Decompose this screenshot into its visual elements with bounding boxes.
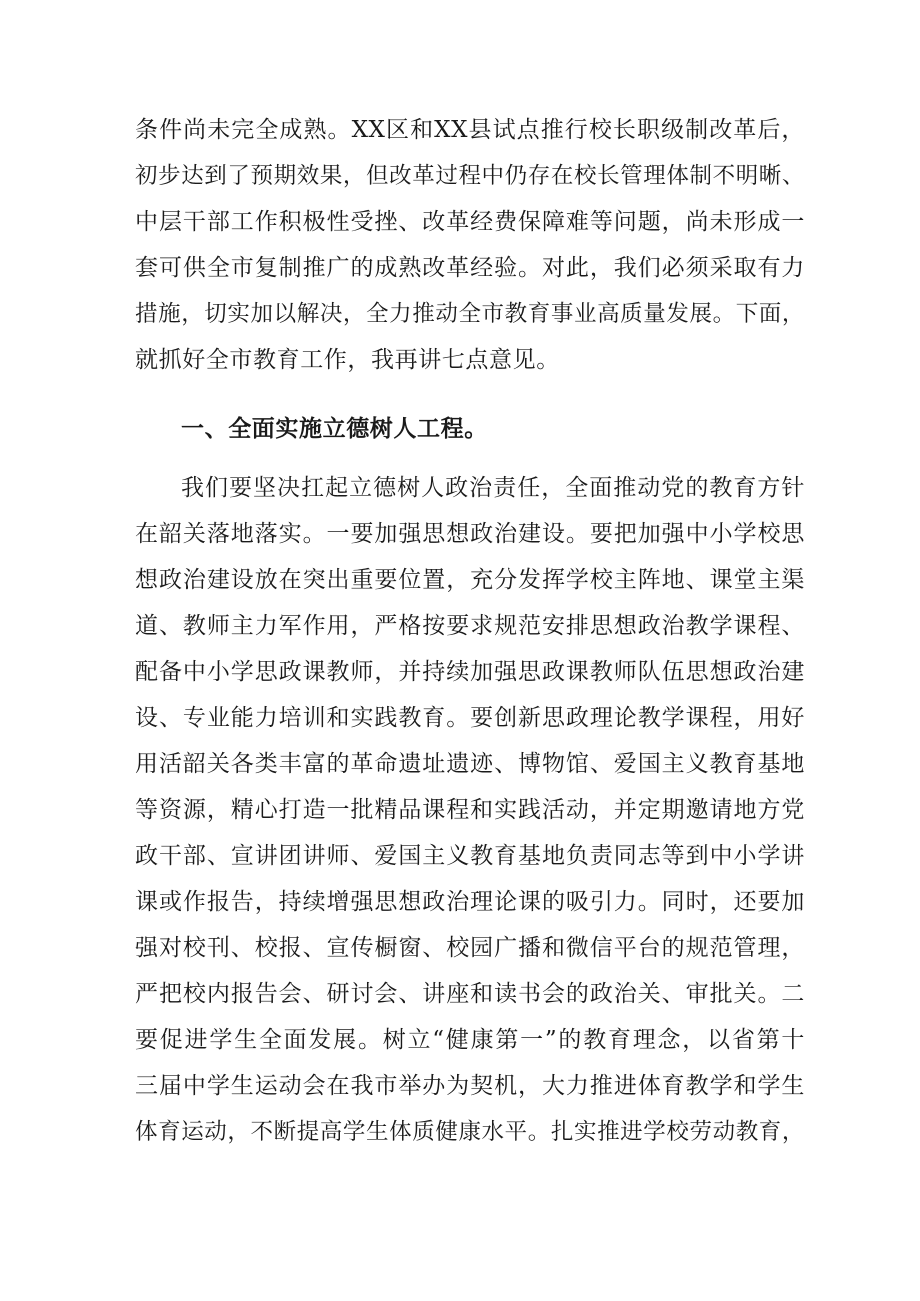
paragraph-line: 在韶关落地落实。一要加强思想政治建设。要把加强中小学校思 [135,521,805,547]
paragraph-line: 用活韶关各类丰富的革命遗址遗迹、博物馆、爱国主义教育基地 [135,751,805,777]
paragraph-line: 想政治建设放在突出重要位置，充分发挥学校主阵地、课堂主渠 [135,567,805,593]
paragraph-line: 套可供全市复制推广的成熟改革经验。对此，我们必须采取有力 [135,255,805,281]
paragraph-line: 体育运动，不断提高学生体质健康水平。扎实推进学校劳动教育， [135,1119,805,1145]
paragraph-line: 条件尚未完全成熟。XX区和XX县试点推行校长职级制改革后， [135,117,805,143]
paragraph-line: 课或作报告，持续增强思想政治理论课的吸引力。同时，还要加 [135,889,805,915]
paragraph-line: 强对校刊、校报、宣传橱窗、校园广播和微信平台的规范管理， [135,935,805,961]
paragraph-line: 政干部、宣讲团讲师、爱国主义教育基地负责同志等到中小学讲 [135,843,805,869]
section-heading: 一、全面实施立德树人工程。 [181,415,488,442]
paragraph-line: 措施，切实加以解决，全力推动全市教育事业高质量发展。下面， [135,301,805,327]
paragraph-line: 要促进学生全面发展。树立“健康第一”的教育理念，以省第十 [135,1027,805,1053]
paragraph-line: 三届中学生运动会在我市举办为契机，大力推进体育教学和学生 [135,1073,805,1099]
paragraph-line: 就抓好全市教育工作，我再讲七点意见。 [135,347,560,373]
paragraph-line: 我们要坚决扛起立德树人政治责任，全面推动党的教育方针 [181,475,805,501]
paragraph-line: 初步达到了预期效果，但改革过程中仍存在校长管理体制不明晰、 [135,163,805,189]
paragraph-line: 严把校内报告会、研讨会、讲座和读书会的政治关、审批关。二 [135,981,805,1007]
paragraph-line: 等资源，精心打造一批精品课程和实践活动，并定期邀请地方党 [135,797,805,823]
paragraph-line: 设、专业能力培训和实践教育。要创新思政理论教学课程，用好 [135,705,805,731]
paragraph-line: 中层干部工作积极性受挫、改革经费保障难等问题，尚未形成一 [135,209,805,235]
paragraph-line: 道、教师主力军作用，严格按要求规范安排思想政治教学课程、 [135,613,805,639]
paragraph-line: 配备中小学思政课教师，并持续加强思政课教师队伍思想政治建 [135,659,805,685]
